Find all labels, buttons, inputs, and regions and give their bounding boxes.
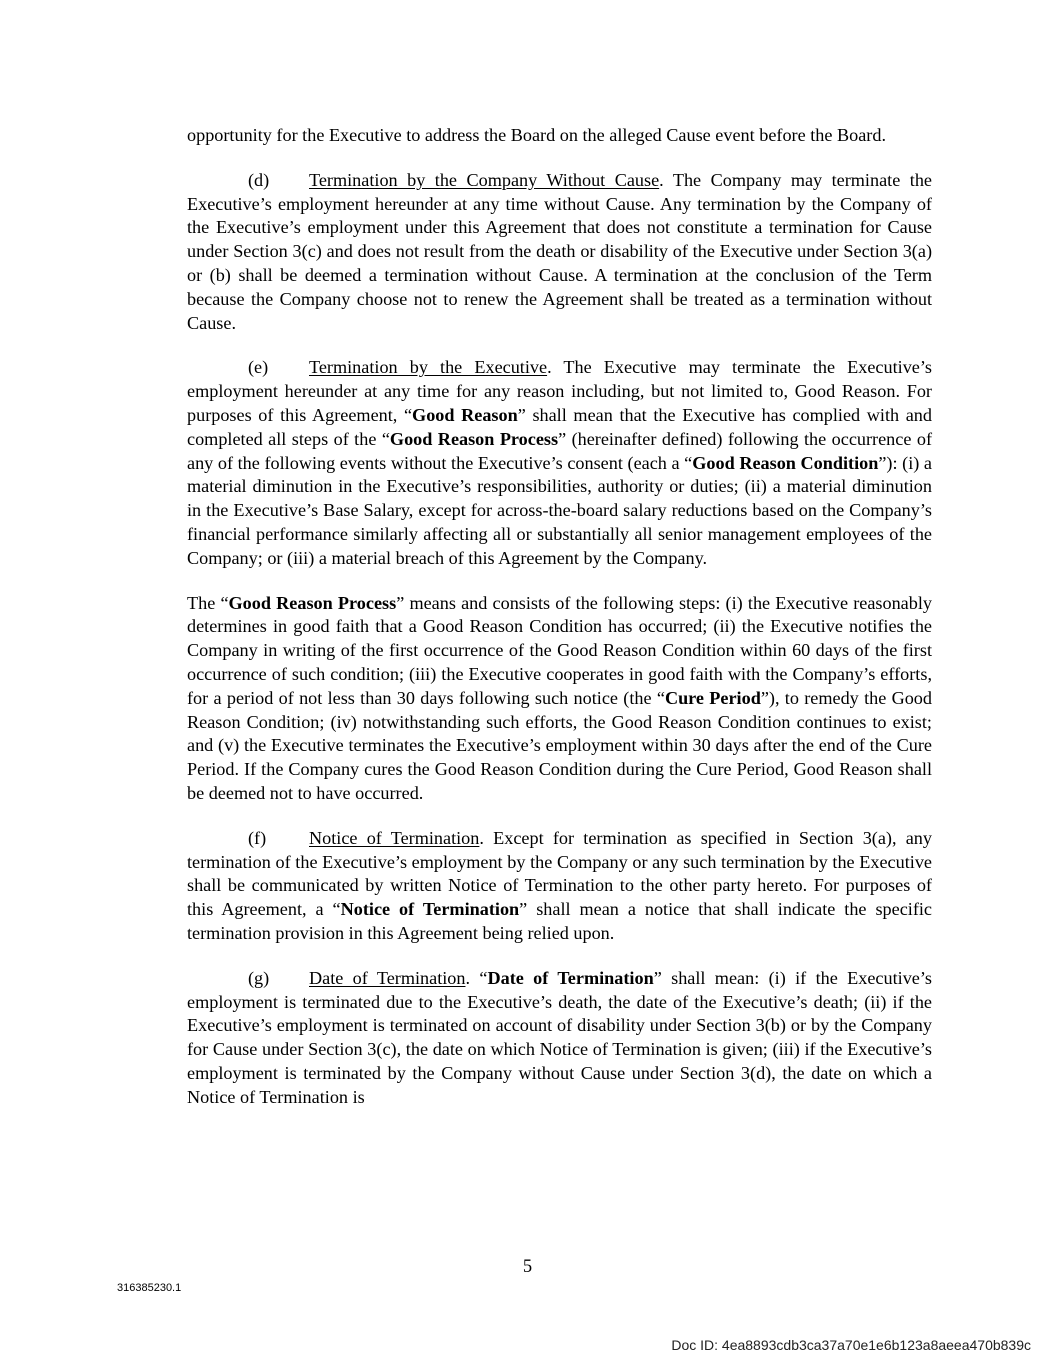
grp-text: ” means and consists of the following steps: (i) the Executive reasonably determines in good faith that a Good Reason Condition has occurred; (ii) the Executive notifies the Company in writing of the first occurrence of the Good Reason Condition within 60 days of the first occurrence of such condition; (iii) the Executive cooperates in good faith with the Company’s efforts, for a period of not less than 30 days following such notice (the “: [187, 592, 932, 708]
doc-id: Doc ID: 4ea8893cdb3ca37a70e1e6b123a8aeea470b839c: [671, 1337, 1031, 1353]
intro-paragraph: opportunity for the Executive to address the Board on the alleged Cause event before the Board.: [187, 125, 886, 145]
document-code: 316385230.1: [117, 1282, 182, 1294]
grp-text: The “: [187, 592, 229, 613]
section-d: [187, 169, 932, 336]
grp-text: ”), to remedy the Good Reason Condition; (iv) notwithstanding such efforts, the Good Reason Condition continues to exist; and (v) the Executive terminates the Executive’s employment within 30 days after the end of the Cure Period. If the Company cures the Good Reason Condition during the Cure Period, Good Reason shall be deemed not to have occurred.: [187, 687, 932, 803]
section-f-heading: Notice of Termination: [309, 827, 480, 848]
defined-term: Date of Termination: [487, 967, 654, 988]
section-g-heading: Date of Termination: [309, 967, 466, 988]
section-g-number: (g): [248, 967, 270, 988]
section-d-number: (d): [248, 169, 270, 190]
defined-term: Cure Period: [664, 687, 761, 708]
section-e-text: . The Executive may terminate the Executive’s employment hereunder at any time for any reason including, but not limited to, Good Reason. For purposes of this Agreement, “: [187, 357, 932, 425]
section-g-text: . “: [465, 967, 488, 988]
section-g: [187, 967, 932, 1110]
section-f-number: (f): [248, 827, 267, 848]
section-f-text: . Except for termination as specified in Section 3(a), any termination of the Executive’s employment by the Company or any such termination by the Executive shall be communicated by written Notice of Termination to the other party hereto. For purposes of this Agreement, a “: [187, 827, 932, 920]
section-e-number: (e): [248, 357, 269, 378]
page-number: 5: [522, 1257, 533, 1277]
section-f-text: ” shall mean a notice that shall indicate the specific termination provision in this Agreement being relied upon.: [187, 899, 933, 943]
defined-term: Good Reason Condition: [692, 452, 879, 473]
defined-term: Good Reason Process: [389, 428, 559, 449]
document-body: [187, 124, 932, 1130]
section-e-heading: Termination by the Executive: [309, 357, 548, 378]
section-e-text: ” shall mean that the Executive has complied with and completed all steps of the “: [187, 404, 932, 449]
section-e-text: ”): (i) a material diminution in the Executive’s responsibilities, authority or duties; (ii) a material diminution in the Executive’s Base Salary, except for across-the-board salary reductions based on the Company’s financial performance similarly affecting all or substantially all senior management employees of the Company; or (iii) a material breach of this Agreement by the Company.: [187, 452, 933, 568]
good-reason-process-paragraph: [187, 592, 932, 806]
defined-term: Notice of Termination: [340, 899, 520, 920]
section-d-body: . The Company may terminate the Executive’s employment hereunder at any time without Cause. Any termination by the Company of the Executive’s employment under this Agreement that does not constitute a termination for Cause under Section 3(c) and does not result from the death or disability of the Executive under Section 3(a) or (b) shall be deemed a termination without Cause. A termination at the conclusion of the Term because the Company choose not to renew the Agreement shall be treated as a termination without Cause.: [187, 169, 932, 333]
defined-term: Good Reason Process: [228, 592, 397, 613]
section-g-text: ” shall mean: (i) if the Executive’s employment is terminated due to the Executive’s death, the date of the Executive’s death; (ii) if the Executive’s employment is terminated on account of disability under Section 3(b) or by the Company for Cause under Section 3(c), the date on which Notice of Termination is given; (iii) if the Executive’s employment is terminated by the Company without Cause under Section 3(d), the date on which a Notice of Termination is: [187, 967, 932, 1107]
section-f: [187, 827, 932, 946]
defined-term: Good Reason: [412, 404, 518, 425]
section-e: [187, 356, 932, 570]
section-d-heading: Termination by the Company Without Cause: [309, 169, 660, 190]
section-e-text: ” (hereinafter defined) following the occurrence of any of the following events without the Executive’s consent (each a “: [187, 428, 933, 473]
